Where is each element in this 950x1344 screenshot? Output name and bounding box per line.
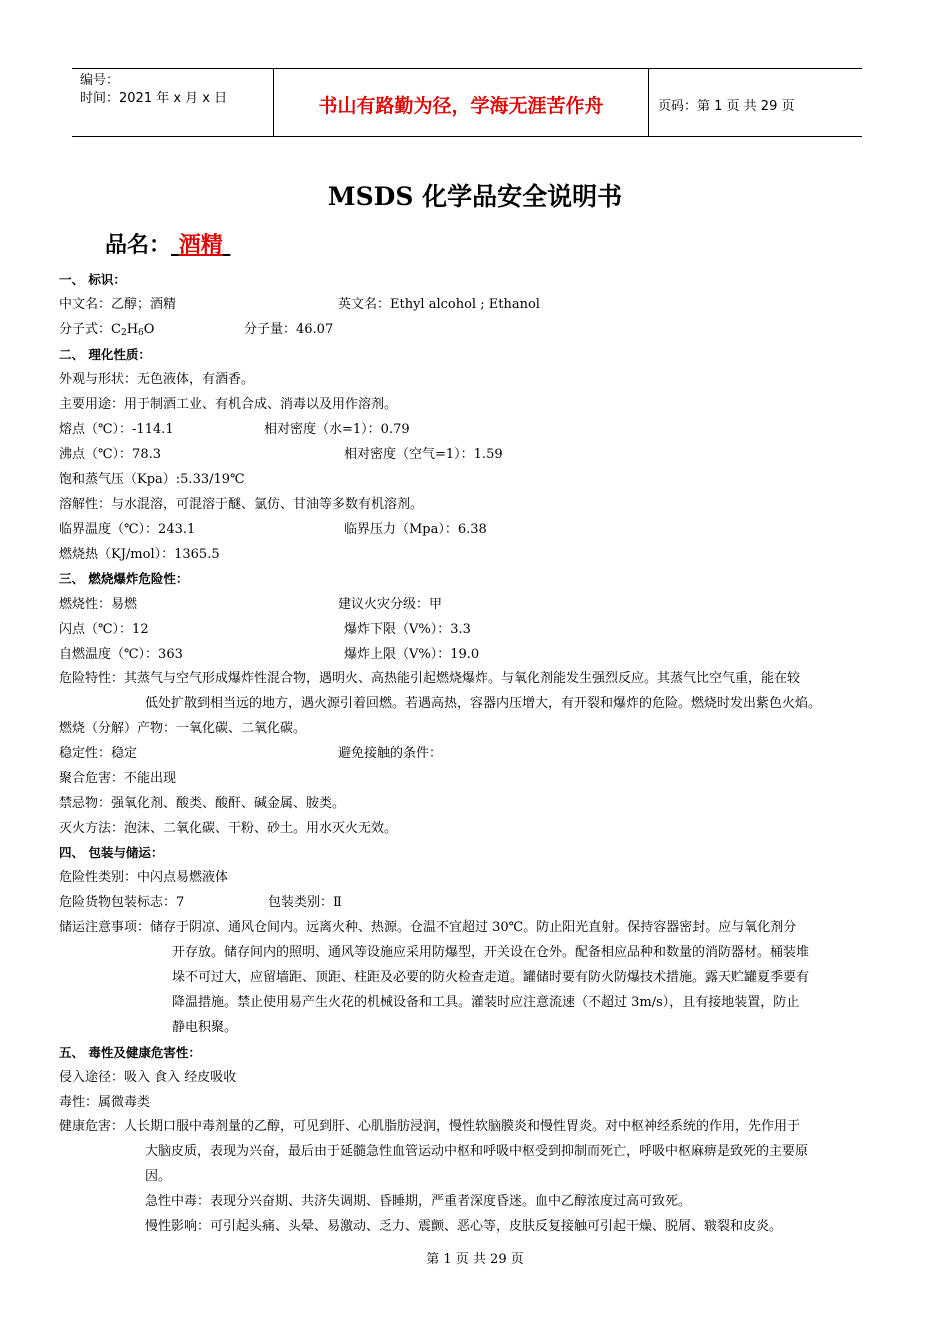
cn-name: 中文名：乙醇；酒精 xyxy=(59,297,177,312)
critical-pressure: 临界压力（Mpa）：6.38 xyxy=(344,522,487,537)
extinguishing-method: 灭火方法：泡沫、二氧化碳、干粉、砂土。用水灭火无效。 xyxy=(59,821,398,836)
combustion-heat: 燃烧热（KJ/mol）：1365.5 xyxy=(59,547,220,562)
boiling-point: 沸点（℃）：78.3 xyxy=(59,447,161,462)
en-name: 英文名：Ethyl alcohol ; Ethanol xyxy=(338,297,540,312)
header-meta xyxy=(80,72,227,108)
incompatible-materials: 禁忌物：强氧化剂、酸类、酸酐、碱金属、胺类。 xyxy=(59,796,346,811)
fire-class: 建议火灾分级：甲 xyxy=(338,597,443,612)
health-line-1: 健康危害：人长期口服中毒剂量的乙醇，可见到肝、心肌脂肪浸润，慢性软脑膜炎和慢性胃炎。对中枢神经系统的作用，先作用于 xyxy=(59,1119,801,1134)
appearance: 外观与形状：无色液体，有酒香。 xyxy=(59,372,255,387)
hazard-line-2: 低处扩散到相当远的地方，遇火源引着回燃。若遇高热，容器内压增大，有开裂和爆炸的危险。燃烧时发出紫色火焰。 xyxy=(145,696,822,711)
storage-line-1: 储运注意事项：储存于阴凉、通风仓间内。远离火种、热源。仓温不宜超过 30℃。防止阳光直射。保持容器密封。应与氧化剂分 xyxy=(59,920,797,935)
header-motto: 书山有路勤为径，学海无涯苦作舟 xyxy=(318,95,604,117)
toxicity: 毒性：属微毒类 xyxy=(59,1095,151,1110)
explosion-upper-limit: 爆炸上限（V%）：19.0 xyxy=(344,647,480,662)
molecular-weight: 分子量：46.07 xyxy=(244,322,334,337)
section-4-heading: 四、 包装与储运： xyxy=(59,845,164,860)
molecular-formula: 分子式：$C_2H_6O$ xyxy=(59,322,155,338)
header-divider-right xyxy=(648,69,649,136)
storage-line-4: 降温措施。禁止使用易产生火花的机械设备和工具。灌装时应注意流速（不超过 3m/s），且有接地装置，防止 xyxy=(172,995,800,1010)
hazard-category: 危险性类别：中闪点易燃液体 xyxy=(59,870,229,885)
document-title: MSDS 化学品安全说明书 xyxy=(327,182,623,211)
critical-temperature: 临界温度（℃）：243.1 xyxy=(59,522,196,537)
storage-line-2: 开存放。储存间内的照明、通风等设施应采用防爆型，开关设在仓外。配备相应品种和数量的消防器材。桶装堆 xyxy=(172,945,810,960)
relative-density-water: 相对密度（水=1）：0.79 xyxy=(264,422,410,437)
health-line-3: 因。 xyxy=(145,1169,172,1184)
entry-route: 侵入途径：吸入 食入 经皮吸收 xyxy=(59,1070,237,1085)
melting-point: 熔点（℃）：-114.1 xyxy=(59,422,174,437)
stability: 稳定性：稳定 xyxy=(59,746,138,761)
flammability: 燃烧性：易燃 xyxy=(59,597,138,612)
product-name: 酒精 xyxy=(178,233,223,258)
combustion-products: 燃烧（分解）产物：一氧化碳、二氧化碳。 xyxy=(59,721,307,736)
vapor-pressure: 饱和蒸气压（Kpa）:5.33/19℃ xyxy=(59,472,245,487)
time-label: 时间：2021 年 x 月 x 日 xyxy=(80,91,228,106)
code-label: 编号： xyxy=(80,73,120,88)
page-footer: 第 1 页 共 29 页 xyxy=(426,1252,524,1267)
hazard-line-1: 危险特性：其蒸气与空气形成爆炸性混合物，遇明火、高热能引起燃烧爆炸。与氧化剂能发生强烈反应。其蒸气比空气重，能在较 xyxy=(59,671,801,686)
polymerization-hazard: 聚合危害：不能出现 xyxy=(59,771,177,786)
header-page-info: 页码：第 1 页 共 29 页 xyxy=(658,99,795,114)
storage-line-5: 静电积聚。 xyxy=(172,1020,238,1035)
product-label: 品名： xyxy=(105,233,172,258)
chronic-effects: 慢性影响：可引起头痛、头晕、易激动、乏力、震颤、恶心等，皮肤反复接触可引起干燥、脱屑、皲裂和皮炎。 xyxy=(145,1219,783,1234)
acute-poisoning: 急性中毒：表现分兴奋期、共济失调期、昏睡期，严重者深度昏迷。血中乙醇浓度过高可致死。 xyxy=(145,1194,692,1209)
package-class: 包装类别：Ⅱ xyxy=(268,895,342,910)
relative-density-air: 相对密度（空气=1）：1.59 xyxy=(344,447,503,462)
avoid-conditions: 避免接触的条件： xyxy=(338,746,443,761)
section-2-heading: 二、 理化性质： xyxy=(59,347,151,362)
explosion-lower-limit: 爆炸下限（V%）：3.3 xyxy=(344,622,471,637)
usage: 主要用途：用于制酒工业、有机合成、消毒以及用作溶剂。 xyxy=(59,397,398,412)
autoignition-temperature: 自燃温度（℃）：363 xyxy=(59,647,183,662)
storage-line-3: 垛不可过大，应留墙距、顶距、柱距及必要的防火检查走道。罐储时要有防火防爆技术措施。露天贮罐夏季要有 xyxy=(172,970,810,985)
solubility: 溶解性：与水混溶，可混溶于醚、氯仿、甘油等多数有机溶剂。 xyxy=(59,497,424,512)
section-5-heading: 五、 毒性及健康危害性： xyxy=(59,1045,201,1060)
flash-point: 闪点（℃）：12 xyxy=(59,622,149,637)
health-line-2: 大脑皮质，表现为兴奋，最后由于延髓急性血管运动中枢和呼吸中枢受到抑制而死亡，呼吸中枢麻痹是致死的主要原 xyxy=(145,1144,809,1159)
section-1-heading: 一、 标识： xyxy=(59,272,126,287)
document-header xyxy=(72,68,862,137)
section-3-heading: 三、 燃烧爆炸危险性： xyxy=(59,571,189,586)
product-name-line xyxy=(105,228,230,259)
package-mark: 危险货物包装标志：7 xyxy=(59,895,185,910)
